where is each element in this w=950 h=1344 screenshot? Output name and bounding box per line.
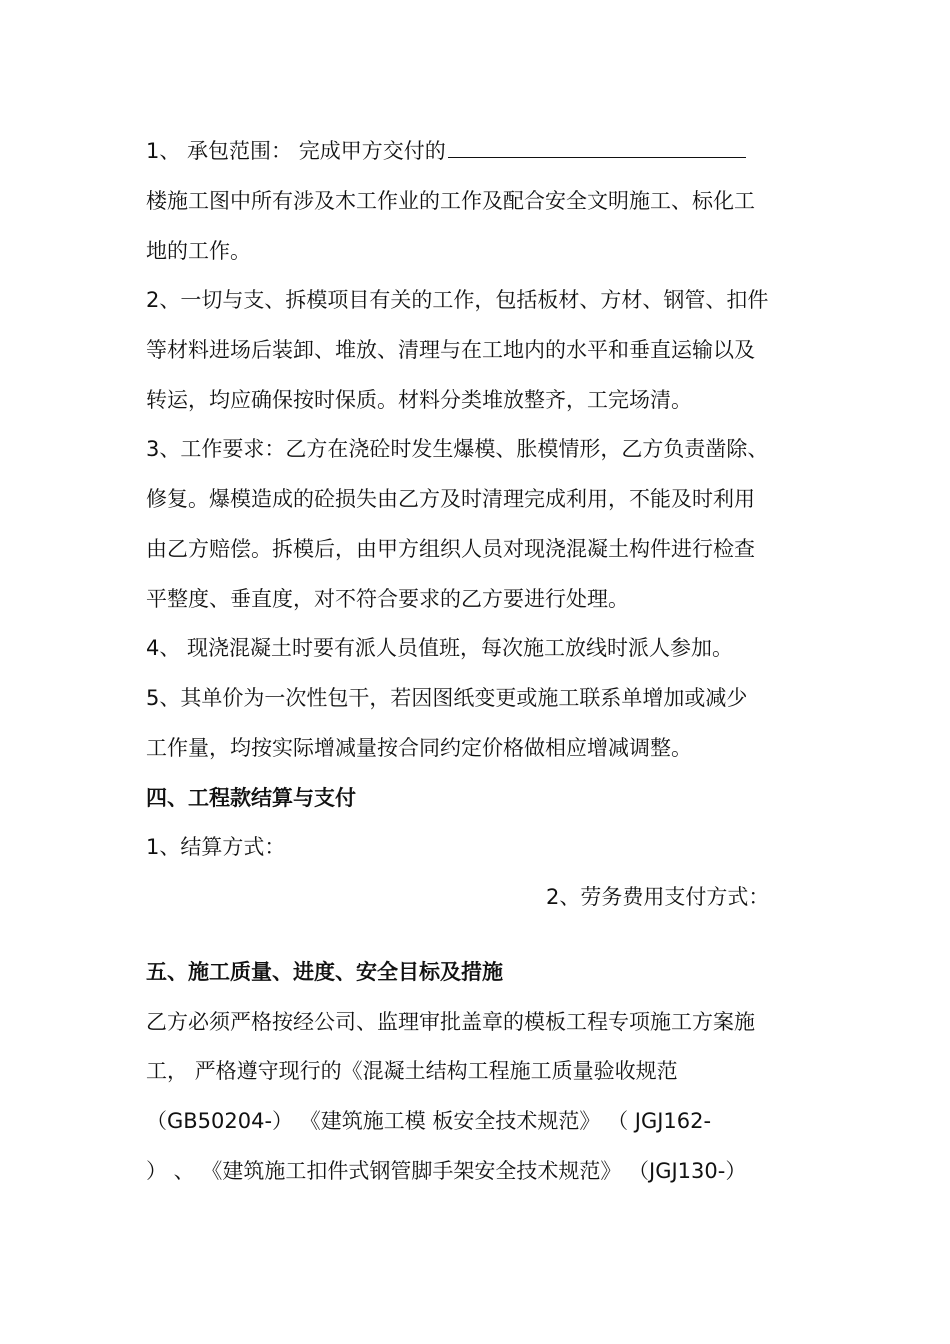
clause-3-line-2: 修复。爆模造成的砼损失由乙方及时清理完成利用，不能及时利用 (146, 487, 755, 511)
section-5-line-3: （GB50204-） 《建筑施工模 板安全技术规范》 （ JGJ162- (146, 1109, 712, 1133)
clause-1-line-3: 地的工作。 (146, 239, 251, 263)
settlement-method: 1、结算方式： (146, 835, 286, 859)
clause-3-line-1: 3、工作要求：乙方在浇砼时发生爆模、胀模情形，乙方负责凿除、 (146, 437, 769, 461)
clause-1-line-1 (146, 136, 746, 166)
clause-1-text: 1、 承包范围： 完成甲方交付的 (146, 139, 446, 163)
section-5-heading: 五、施工质量、进度、安全目标及措施 (146, 960, 503, 984)
section-5-line-2: 工， 严格遵守现行的《混凝土结构工程施工质量验收规范 (146, 1059, 678, 1083)
blank-underline (448, 137, 746, 158)
clause-3-line-4: 平整度、垂直度，对不符合要求的乙方要进行处理。 (146, 587, 629, 611)
section-5-line-4: ） 、 《建筑施工扣件式钢管脚手架安全技术规范》 （JGJ130-） (146, 1159, 747, 1183)
clause-5-line-1: 5、其单价为一次性包干，若因图纸变更或施工联系单增加或减少 (146, 686, 748, 710)
clause-5-line-2: 工作量，均按实际增减量按合同约定价格做相应增减调整。 (146, 736, 692, 760)
clause-2-line-3: 转运，均应确保按时保质。材料分类堆放整齐，工完场清。 (146, 388, 692, 412)
section-5-line-1: 乙方必须严格按经公司、监理审批盖章的模板工程专项施工方案施 (146, 1010, 755, 1034)
clause-4-line-1: 4、 现浇混凝土时要有派人员值班，每次施工放线时派人参加。 (146, 636, 734, 660)
clause-2-line-1: 2、一切与支、拆模项目有关的工作，包括板材、方材、钢管、扣件 (146, 288, 769, 312)
clause-3-line-3: 由乙方赔偿。拆模后，由甲方组织人员对现浇混凝土构件进行检查 (146, 537, 755, 561)
clause-2-line-2: 等材料进场后装卸、堆放、清理与在工地内的水平和垂直运输以及 (146, 338, 755, 362)
clause-1-line-2: 楼施工图中所有涉及木工作业的工作及配合安全文明施工、标化工 (146, 189, 755, 213)
payment-method: 2、劳务费用支付方式： (546, 885, 770, 909)
section-4-heading: 四、工程款结算与支付 (146, 786, 356, 810)
